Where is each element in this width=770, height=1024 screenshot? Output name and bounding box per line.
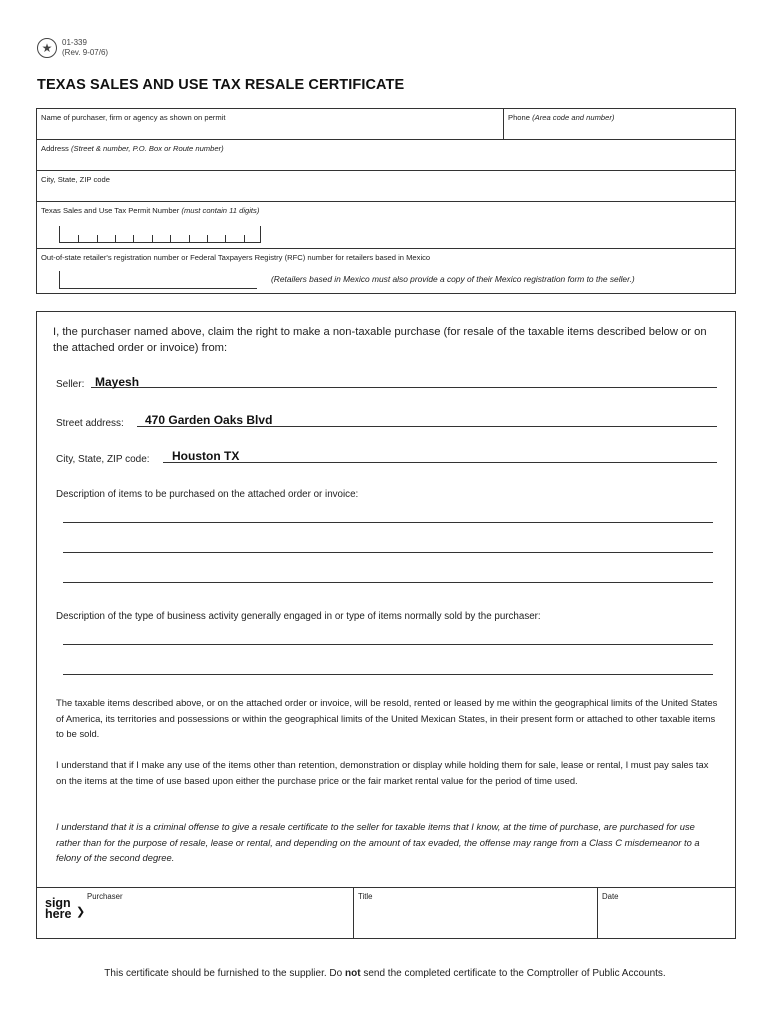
resale-statement: The taxable items described above, or on the attached order or invoice, will be resold, rented or leased by me within the geographical limits of the United States of America, its territories and possessions or within the geographical limits of the United Mexican States, in their present form or attached to other taxable items to be sold. [56,697,718,740]
phone-divider [503,109,504,140]
items-line-3[interactable] [63,582,713,583]
purchaser-name-label: Name of purchaser, firm or agency as shown on permit [41,113,226,122]
permit-digit-separator [189,235,190,242]
mexico-registration-note: (Retailers based in Mexico must also provide a copy of their Mexico registration form to the seller.) [271,274,635,284]
permit-digit-separator [225,235,226,242]
permit-digit-separator [207,235,208,242]
seller-label: Seller: [56,379,85,390]
seller-city-value[interactable]: Houston TX [172,449,240,463]
seller-value[interactable]: Mayesh [95,375,140,389]
permit-digit-separator [152,235,153,242]
permit-digit-separator [133,235,134,242]
criminal-offense-statement: I understand that it is a criminal offense to give a resale certificate to the seller for taxable items that I know, at the time of purchase, are purchased for use rather than for the purpose of resale, lease or rental, and depending on the amount of tax evaded, the offense may range from a Class C misdemeanor to a felony of the second degree. [56,821,700,864]
seller-city-label: City, State, ZIP code: [56,454,150,465]
form-number [62,38,108,58]
form-revision-text: (Rev. 9-07/6) [62,48,109,57]
seller-city-line [163,462,717,463]
title-divider [353,888,354,939]
items-line-2[interactable] [63,552,713,553]
claim-statement: I, the purchaser named above, claim the right to make a non-taxable purchase (for resale of the taxable items described below or on the attached order or invoice) from: [53,326,707,354]
items-description-label: Description of items to be purchased on the attached order or invoice: [56,489,359,500]
mexico-registration-field[interactable] [59,271,257,289]
permit-number-field[interactable] [59,226,261,243]
permit-digit-separator [115,235,116,242]
title-label: Title [358,892,373,901]
permit-digit-separator [244,235,245,242]
permit-digit-separator [97,235,98,242]
form-number-text: 01-339 [62,38,87,47]
business-line-2[interactable] [63,674,713,675]
sign-here-label: sign here [45,896,72,921]
purchaser-signature-label: Purchaser [87,892,123,901]
city-state-zip-label: City, State, ZIP code [41,175,110,184]
phone-label: Phone (Area code and number) [508,113,615,122]
signature-row [37,887,735,939]
sign-arrow-icon: ❯ [76,906,86,918]
permit-digit-separator [78,235,79,242]
permit-digit-separator [170,235,171,242]
street-address-value[interactable]: 470 Garden Oaks Blvd [145,413,273,427]
permit-number-label: Texas Sales and Use Tax Permit Number (must contain 11 digits) [41,206,260,215]
date-divider [597,888,598,939]
date-label: Date [602,892,619,901]
footer-note: This certificate should be furnished to the supplier. Do not send the completed certificate to the Comptroller of Public Accounts. [104,968,666,979]
mexico-registration-label: Out-of-state retailer's registration number or Federal Taxpayers Registry (RFC) number for retailers based in Mexico [41,253,431,262]
street-address-label: Street address: [56,418,124,429]
seller-line [91,387,717,388]
certificate-body-box [36,311,736,939]
business-description-label: Description of the type of business activity generally engaged in or type of items normally sold by the purchaser: [56,611,541,622]
city-state-zip-row[interactable] [37,171,735,202]
address-row[interactable] [37,140,735,171]
address-label: Address (Street & number, P.O. Box or Route number) [41,144,224,153]
purchaser-name-row[interactable] [37,109,735,140]
business-line-1[interactable] [63,644,713,645]
items-line-1[interactable] [63,522,713,523]
texas-seal-icon: ★ [37,38,57,58]
purchaser-info-box [36,108,736,294]
page-title: TEXAS SALES AND USE TAX RESALE CERTIFICATE [37,77,405,93]
use-tax-statement: I understand that if I make any use of the items other than retention, demonstration or display while holding them for sale, lease or rental, I must pay sales tax on the items at the time of use based upon either the purchase price or the fair market rental value for the period of time used. [56,759,709,786]
